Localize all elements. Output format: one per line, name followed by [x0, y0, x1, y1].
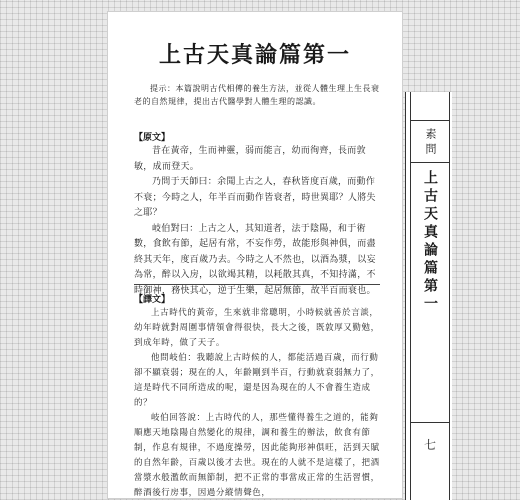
section-divider: [134, 284, 380, 285]
original-text-label: 【原文】: [134, 133, 171, 143]
translation-paragraph: 上古時代的黃帝，生來就非常聰明，小時候就善於言談，幼年時就對周圍事情領會得很快，長大之後，既敦厚又勤勉，到成年時，做了天子。: [134, 308, 380, 348]
side-tab-rule: [411, 422, 449, 423]
side-tab: [405, 92, 452, 500]
original-paragraph: 乃問于天師曰：余聞上古之人，春秋皆度百歲，而動作不衰；今時之人，年半百而動作皆衰者，時世異耶？人將失之耶？: [134, 177, 376, 218]
original-paragraph: 昔在黃帝，生而神靈，弱而能言，幼而徇齊，長而敦敏，成而登天。: [134, 146, 366, 172]
original-paragraph: 岐伯對曰：上古之人，其知道者，法于陰陽，和于術數，食飲有節，起居有常，不妄作勞，故能形與神俱，而盡終其天年，度百歲乃去。今時之人不然也，以酒為漿，以妄為常，醉以入房，以欲竭其精，以耗散其真，不知持滿，不時御神，務快其心，逆于生樂，起居無節，故半百而衰也。: [134, 223, 376, 296]
chapter-title: 上古天真論篇第一: [158, 42, 351, 68]
intro-note: 提示：本篇說明古代相傳的養生方法，並從人體生理上生長衰老的自然規律，提出古代醫學對人體生理的認識。: [134, 84, 380, 106]
side-tab-inner: [410, 92, 450, 500]
original-text: [134, 144, 380, 299]
side-tab-rule: [411, 162, 449, 163]
translation-paragraph: 他問岐伯：我聽說上古時候的人，都能活過百歲，而行動卻不顯衰弱；現在的人，年齡剛到半百，行動就衰弱無力了，這是時代不同所造成的呢，還是因為現在的人不會養生造成的？: [134, 353, 380, 408]
translation-text: [134, 306, 380, 498]
document-page: [108, 12, 402, 498]
page-number: 七: [423, 438, 436, 452]
translation-paragraph: 岐伯回答說：上古時代的人，那些懂得養生之道的，能夠順應天地陰陽自然變化的規律，調和養生的辦法，飲食有節制，作息有規律，不過度操勞，因此能夠形神俱旺，活到天賦的自然年齡，百歲以後才去世。現在的人就不是這樣了，把酒當漿水般濫飲而無節制，把不正常的事當成正常的生活習慣，醉酒後行房事，因過分縱情聲色，: [134, 413, 380, 498]
translation-label: 【譯文】: [134, 295, 171, 305]
side-chapter-title: 上古天真論篇第一: [422, 170, 438, 314]
side-tab-rule: [411, 120, 449, 121]
side-book-name: 素問: [424, 128, 437, 158]
